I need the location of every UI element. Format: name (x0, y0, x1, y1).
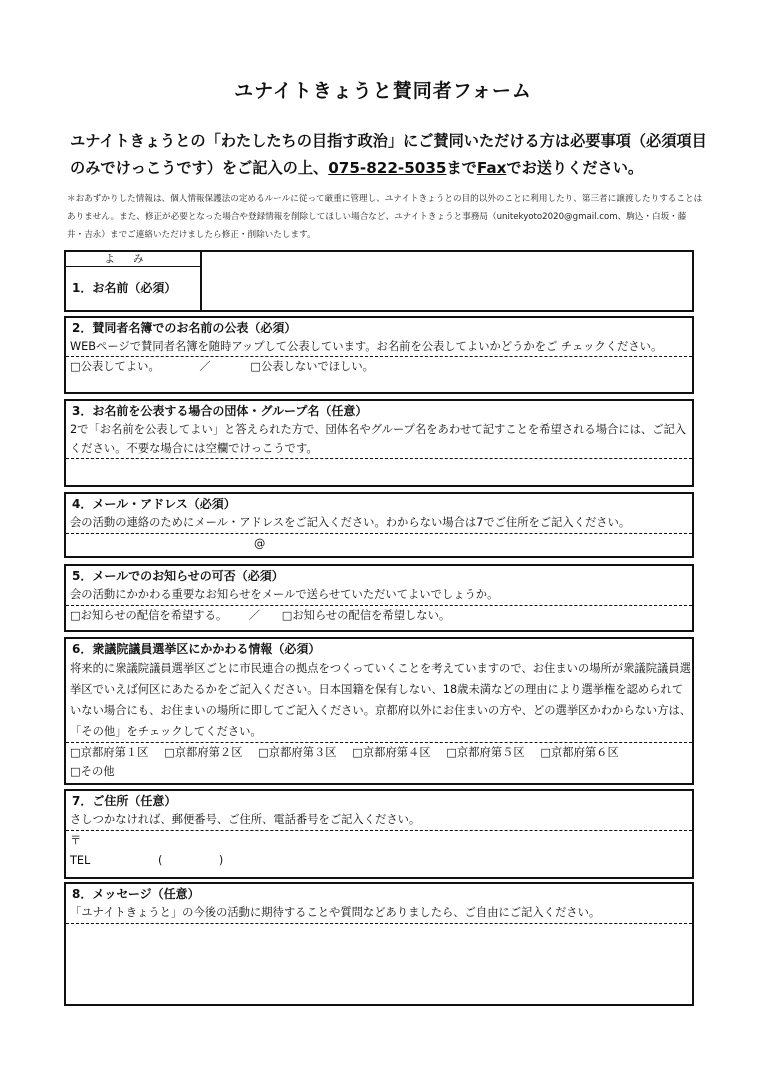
section-notification (64, 564, 694, 632)
address-heading: 7．ご住所（任意） (72, 794, 177, 808)
district-3-checkbox[interactable]: □京都府第３区 (258, 746, 337, 759)
district-description: 将来的に衆議院議員選挙区ごとに市民連合の拠点をつくっていくことを考えていますので、お住まいの場所が衆議院議員選挙区でいえば何区にあたるかをご記入ください。日本国籍を保有しない、18歳未満などの理由により選挙権を認められていない場合にも、お住まいの場所に即してご記入ください。京都府以外にお住まいの方や、どの選挙区かわからない方は、「その他」をチェックしてください。 (66, 658, 692, 743)
message-input-area[interactable] (66, 924, 692, 1002)
group-input-area[interactable] (66, 459, 692, 481)
group-description: 2で「お名前を公表してよい」と答えられた方で、団体名やグループ名をあわせて記すことを希望される場合には、ご記入ください。不要な場合には空欄でけっこうです。 (66, 420, 692, 459)
name-label: 1．お名前（必須） (72, 281, 177, 295)
message-heading: 8．メッセージ（任意） (72, 887, 200, 901)
district-4-checkbox[interactable]: □京都府第４区 (352, 746, 431, 759)
postal-row[interactable] (66, 831, 692, 851)
notification-options (66, 606, 692, 626)
section-email (64, 492, 694, 558)
tel-label: TEL (70, 854, 91, 867)
notify-yes-checkbox[interactable]: □お知らせの配信を希望する。 (70, 609, 228, 622)
intro-text-1: ユナイトきょうとの「わたしたちの目指す政治」にご賛同いただける方は必要事項（必須項目のみでけっこうです）をご記入の上、 (70, 132, 707, 177)
district-options (66, 743, 692, 763)
section-message (64, 882, 694, 1006)
publish-separator: ／ (199, 360, 211, 373)
email-heading: 4．メール・アドレス（必須） (72, 497, 236, 511)
district-6-checkbox[interactable]: □京都府第６区 (540, 746, 619, 759)
email-input-area[interactable] (66, 534, 692, 554)
fax-number: 075-822-5035 (328, 159, 447, 177)
tel-row[interactable] (66, 851, 692, 871)
notify-no-checkbox[interactable]: □お知らせの配信を希望しない。 (281, 609, 451, 622)
yomi-label: よみ (66, 252, 200, 267)
section-publish (64, 316, 694, 394)
section-address (64, 789, 694, 879)
section-group-name (64, 399, 694, 487)
publish-yes-checkbox[interactable]: □公表してよい。 (70, 360, 160, 373)
email-description: 会の活動の連絡のためにメール・アドレスをご記入ください。わからない場合は7でご住所をご記入ください。 (66, 513, 692, 534)
publish-options (66, 357, 692, 377)
at-sign: @ (254, 537, 266, 550)
publish-no-checkbox[interactable]: □公表しないでほしい。 (250, 360, 374, 373)
postal-mark: 〒 (70, 834, 82, 847)
district-5-checkbox[interactable]: □京都府第５区 (446, 746, 525, 759)
address-description: さしつかなければ、郵便番号、ご住所、電話番号をご記入ください。 (66, 810, 692, 831)
intro-text (70, 128, 710, 182)
district-2-checkbox[interactable]: □京都府第２区 (164, 746, 243, 759)
name-label-cell (66, 252, 202, 310)
intro-text-2: まで (446, 159, 477, 177)
fax-word: Fax (476, 159, 507, 177)
district-1-checkbox[interactable]: □京都府第１区 (70, 746, 149, 759)
district-other-checkbox[interactable]: □その他 (70, 765, 115, 778)
publish-description: WEBページで賛同者名簿を随時アップして公表しています。お名前を公表してよいかどうかをご チェックください。 (66, 337, 692, 357)
notification-description: 会の活動にかかわる重要なお知らせをメールで送らせていただいてよいでしょうか。 (66, 585, 692, 606)
group-heading: 3．お名前を公表する場合の団体・グループ名（任意） (72, 404, 368, 418)
district-other-row (66, 763, 692, 781)
intro-text-3: でお送りください。 (506, 159, 644, 177)
district-heading: 6．衆議院議員選挙区にかかわる情報（必須） (72, 642, 321, 656)
section-name (64, 250, 694, 312)
message-description: 「ユナイトきょうと」の今後の活動に期待することや質問などありましたら、ご自由にご記入ください。 (66, 903, 692, 924)
privacy-note: ＊おあずかりした情報は、個人情報保護法の定めるルールに従って厳重に管理し、ユナイトきょうとの目的以外のことに利用したり、第三者に譲渡したりすることはありません。また、修正が必要となった場合や登録情報を削除してほしい場合など、ユナイトきょうと事務局（unitekyoto2020@gmail.com、駒込・白坂・藤井・吉永）までご連絡いただけましたら修正・削除いたします。 (67, 194, 703, 240)
tel-paren: ( ) (158, 854, 224, 867)
notification-heading: 5．メールでのお知らせの可否（必須） (72, 569, 284, 583)
notify-separator: ／ (248, 609, 261, 622)
page-title: ユナイトきょうと賛同者フォーム (234, 80, 532, 102)
section-district (64, 637, 694, 785)
name-input-area[interactable] (202, 252, 692, 310)
publish-heading: 2．賛同者名簿でのお名前の公表（必須） (72, 321, 297, 335)
